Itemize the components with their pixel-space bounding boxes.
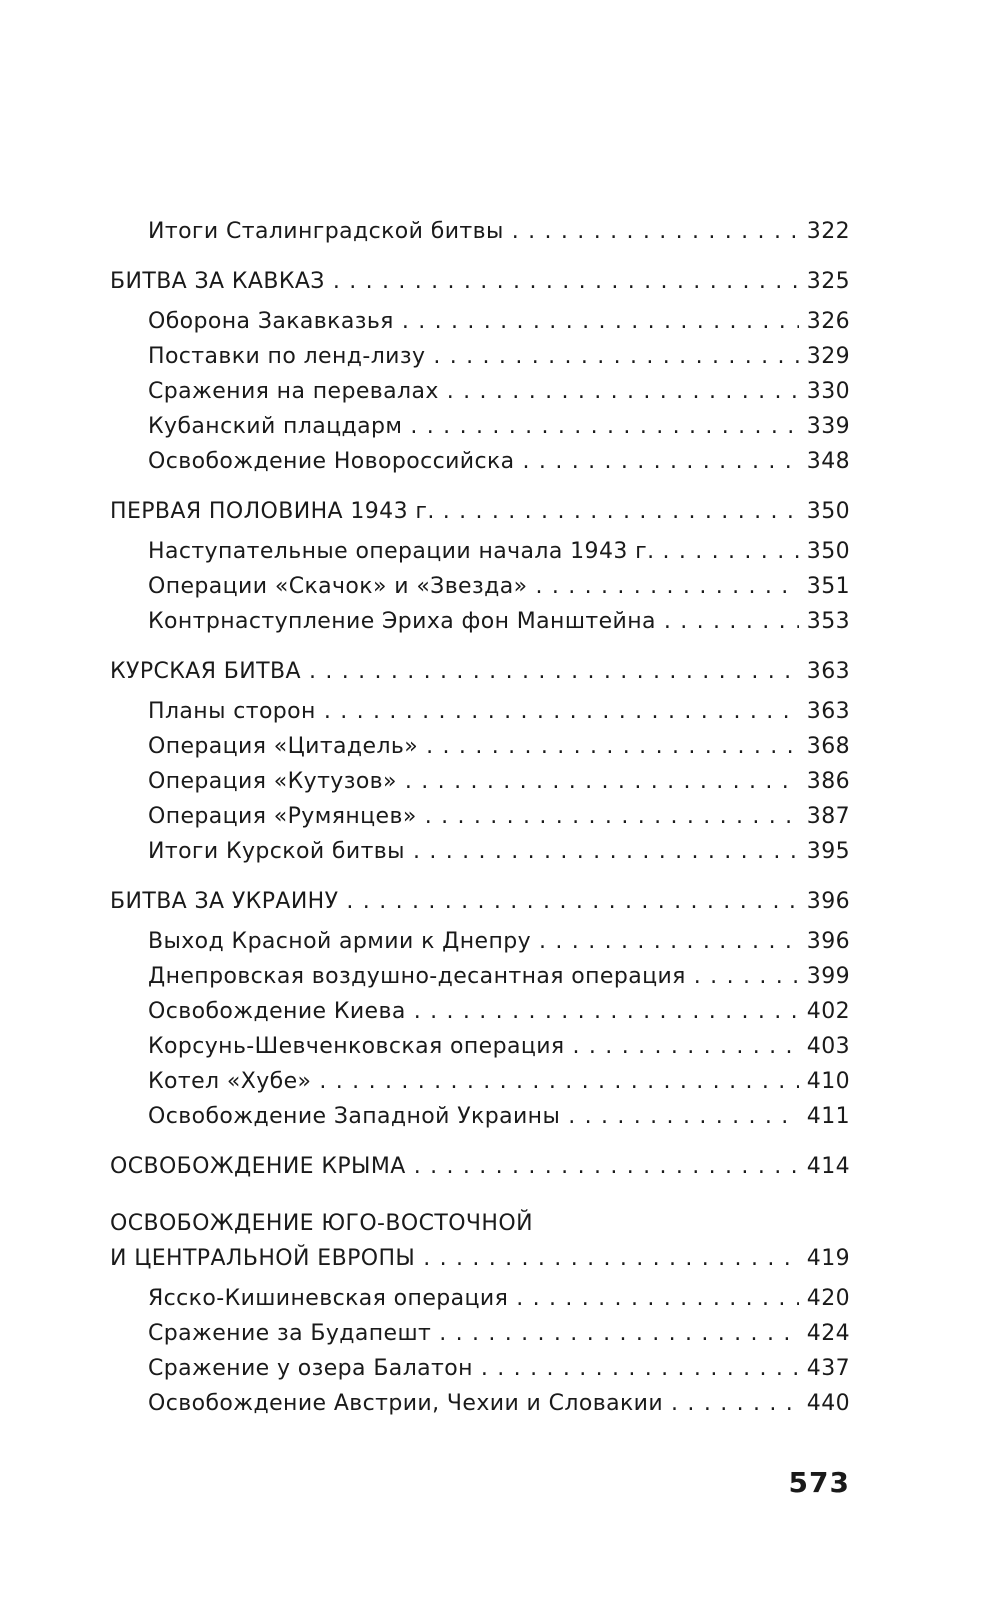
toc-section <box>110 654 850 689</box>
toc-entry-page: 437 <box>806 1356 850 1381</box>
toc-entry <box>110 339 850 374</box>
toc-entry-page: 326 <box>806 309 850 334</box>
toc-entry <box>110 799 850 834</box>
dot-leader <box>346 884 798 919</box>
toc-entry-title: Освобождение Западной Украины <box>148 1104 561 1129</box>
toc-entry-page: 410 <box>806 1069 850 1094</box>
dot-leader <box>414 994 799 1029</box>
dot-leader <box>535 569 798 604</box>
toc-section <box>110 494 850 529</box>
dot-leader <box>402 304 799 339</box>
toc-entry-title: Котел «Хубе» <box>148 1069 312 1094</box>
toc-entry <box>110 834 850 869</box>
toc-section <box>110 1241 850 1276</box>
toc-section-page: 396 <box>806 889 850 914</box>
toc-entry-page: 387 <box>806 804 850 829</box>
toc-entry <box>110 569 850 604</box>
toc-entry-page: 402 <box>806 999 850 1024</box>
toc-entry <box>110 1281 850 1316</box>
toc-entry <box>110 1351 850 1386</box>
toc-entry-title: Выход Красной армии к Днепру <box>148 929 532 954</box>
toc-entry <box>110 444 850 479</box>
dot-leader <box>309 654 799 689</box>
toc-entry-title: Наступательные операции начала 1943 г. <box>148 539 655 564</box>
toc-entry-page: 399 <box>806 964 850 989</box>
toc-entry-page: 322 <box>806 219 850 244</box>
toc-section-title: БИТВА ЗА КАВКАЗ <box>110 269 325 294</box>
toc-entry-title: Сражение за Будапешт <box>148 1321 432 1346</box>
toc-section-page: 350 <box>806 499 850 524</box>
toc-section-page: 419 <box>806 1246 850 1271</box>
toc-entry-page: 348 <box>806 449 850 474</box>
dot-leader <box>516 1281 799 1316</box>
toc-entry <box>110 924 850 959</box>
toc-entry-title: Итоги Сталинградской битвы <box>148 219 504 244</box>
toc-section-page: 414 <box>806 1154 850 1179</box>
toc-entry-page: 386 <box>806 769 850 794</box>
toc-entry-page: 396 <box>806 929 850 954</box>
toc-entry <box>110 1386 850 1421</box>
toc-entry <box>110 409 850 444</box>
toc-entry <box>110 604 850 639</box>
dot-leader <box>425 799 799 834</box>
toc-entry-title: Оборона Закавказья <box>148 309 394 334</box>
dot-leader <box>447 374 799 409</box>
toc-entry-title: Ясско-Кишиневская операция <box>148 1286 509 1311</box>
dot-leader <box>573 1029 799 1064</box>
toc-section-page: 363 <box>806 659 850 684</box>
toc-section-title: БИТВА ЗА УКРАИНУ <box>110 889 339 914</box>
toc-entry-page: 353 <box>806 609 850 634</box>
dot-leader <box>664 604 799 639</box>
toc-entry-title: Операция «Кутузов» <box>148 769 397 794</box>
table-of-contents <box>110 214 850 1421</box>
dot-leader <box>405 764 799 799</box>
toc-entry-page: 440 <box>806 1391 850 1416</box>
toc-entry-title: Сражения на перевалах <box>148 379 439 404</box>
toc-entry-title: Поставки по ленд-лизу <box>148 344 426 369</box>
toc-entry <box>110 304 850 339</box>
toc-entry-title: Операция «Румянцев» <box>148 804 417 829</box>
toc-entry <box>110 729 850 764</box>
toc-entry-title: Операция «Цитадель» <box>148 734 419 759</box>
toc-entry <box>110 534 850 569</box>
toc-section <box>110 1149 850 1184</box>
toc-entry-page: 329 <box>806 344 850 369</box>
toc-section-page: 325 <box>806 269 850 294</box>
toc-entry-page: 350 <box>806 539 850 564</box>
toc-entry-title: Итоги Курской битвы <box>148 839 405 864</box>
dot-leader <box>694 959 799 994</box>
toc-entry <box>110 764 850 799</box>
toc-entry <box>110 214 850 249</box>
toc-entry-page: 339 <box>806 414 850 439</box>
dot-leader <box>481 1351 799 1386</box>
toc-entry-title: Освобождение Киева <box>148 999 406 1024</box>
toc-entry-page: 351 <box>806 574 850 599</box>
dot-leader <box>433 339 798 374</box>
dot-leader <box>523 444 799 479</box>
toc-section-title: ПЕРВАЯ ПОЛОВИНА 1943 г. <box>110 499 435 524</box>
toc-entry-title: Сражение у озера Балатон <box>148 1356 473 1381</box>
toc-section-title-line2: И ЦЕНТРАЛЬНОЙ ЕВРОПЫ <box>110 1246 416 1271</box>
toc-entry <box>110 1029 850 1064</box>
dot-leader <box>439 1316 799 1351</box>
toc-entry-page: 330 <box>806 379 850 404</box>
toc-entry <box>110 959 850 994</box>
dot-leader <box>512 214 799 249</box>
dot-leader <box>568 1099 799 1134</box>
toc-entry <box>110 1064 850 1099</box>
dot-leader <box>662 534 798 569</box>
toc-entry-page: 403 <box>806 1034 850 1059</box>
toc-entry-title: Контрнаступление Эриха фон Манштейна <box>148 609 656 634</box>
toc-entry-page: 424 <box>806 1321 850 1346</box>
toc-section-title: КУРСКАЯ БИТВА <box>110 659 301 684</box>
toc-entry <box>110 694 850 729</box>
dot-leader <box>413 834 799 869</box>
dot-leader <box>426 729 799 764</box>
dot-leader <box>333 264 799 299</box>
toc-section <box>110 264 850 299</box>
toc-entry-title: Корсунь-Шевченковская операция <box>148 1034 565 1059</box>
dot-leader <box>410 409 798 444</box>
toc-entry <box>110 1099 850 1134</box>
toc-entry-page: 395 <box>806 839 850 864</box>
toc-entry <box>110 1316 850 1351</box>
toc-entry-title: Днепровская воздушно-десантная операция <box>148 964 686 989</box>
toc-entry <box>110 994 850 1029</box>
toc-section-title: ОСВОБОЖДЕНИЕ КРЫМА <box>110 1154 406 1179</box>
dot-leader <box>443 494 799 529</box>
dot-leader <box>324 694 799 729</box>
toc-entry-page: 411 <box>806 1104 850 1129</box>
toc-entry-title: Освобождение Новороссийска <box>148 449 515 474</box>
toc-entry <box>110 374 850 409</box>
toc-entry-title: Освобождение Австрии, Чехии и Словакии <box>148 1391 664 1416</box>
toc-entry-page: 420 <box>806 1286 850 1311</box>
toc-entry-title: Операции «Скачок» и «Звезда» <box>148 574 528 599</box>
dot-leader <box>671 1386 799 1421</box>
toc-section <box>110 884 850 919</box>
toc-entry-title: Кубанский плацдарм <box>148 414 403 439</box>
dot-leader <box>423 1241 799 1276</box>
dot-leader <box>414 1149 799 1184</box>
dot-leader <box>539 924 799 959</box>
dot-leader <box>319 1064 798 1099</box>
toc-entry-page: 368 <box>806 734 850 759</box>
page-number: 573 <box>788 1466 850 1499</box>
toc-section-title-line1: ОСВОБОЖДЕНИЕ ЮГО-ВОСТОЧНОЙ <box>110 1211 533 1236</box>
toc-entry-page: 363 <box>806 699 850 724</box>
toc-entry-title: Планы сторон <box>148 699 316 724</box>
